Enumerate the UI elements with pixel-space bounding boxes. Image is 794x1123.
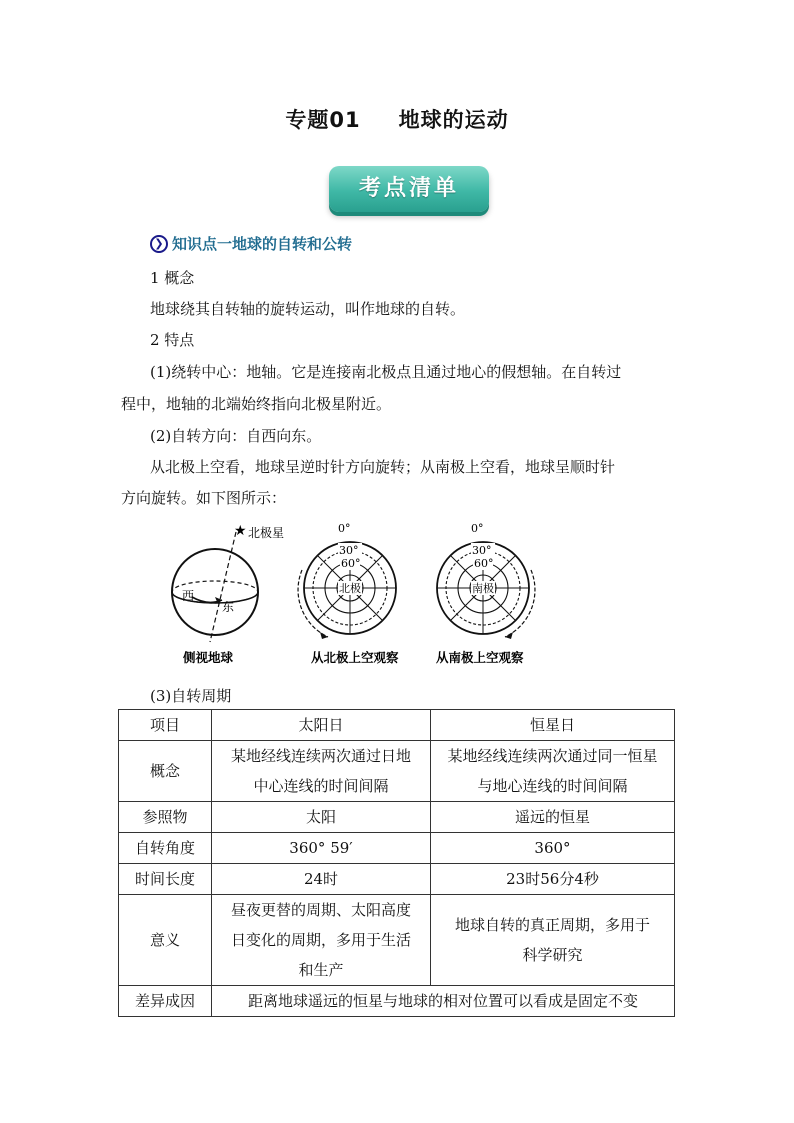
label-30-deg-north: 30° [339, 544, 359, 557]
label-60-deg-north: 60° [341, 557, 361, 570]
cell-solar-meaning [212, 895, 431, 986]
title-number: 专题01 [285, 108, 361, 132]
cell-sidereal-reference: 遥远的恒星 [431, 802, 675, 833]
knowledge-point-label: 知识点一地球的自转和公转 [172, 235, 353, 253]
section-banner: 考点清单 [329, 166, 489, 212]
cell-line: 地球自转的真正周期，多用于 [454, 916, 650, 934]
knowledge-point-heading [150, 233, 352, 254]
row-label-reference: 参照物 [119, 802, 212, 833]
row-label-concept: 概念 [119, 741, 212, 802]
caption-south-view: 从南极上空观察 [436, 650, 524, 665]
earth-rotation-diagram [170, 520, 570, 670]
cell-line: 科学研究 [522, 946, 583, 964]
label-30-deg-south: 30° [472, 544, 492, 557]
table-row [119, 864, 675, 895]
south-pole-view [436, 521, 535, 665]
cell-sidereal-angle: 360° [431, 833, 675, 864]
table-row [119, 833, 675, 864]
north-pole-view [298, 521, 399, 665]
cell-solar-length: 24时 [212, 864, 431, 895]
cell-line: 某地经线连续两次通过日地 [230, 747, 411, 765]
paragraph-period-heading: (3)自转周期 [150, 687, 232, 705]
cell-solar-concept [212, 741, 431, 802]
cell-cause-merged: 距离地球遥远的恒星与地球的相对位置可以看成是固定不变 [212, 986, 675, 1017]
page-title [0, 104, 794, 134]
label-east: 东 [222, 600, 235, 614]
label-polaris: 北极星 [248, 526, 285, 540]
table-row [119, 802, 675, 833]
label-north-pole: 北极 [339, 582, 361, 595]
header-sidereal-day: 恒星日 [431, 710, 675, 741]
cell-sidereal-length: 23时56分4秒 [431, 864, 675, 895]
cell-line: 昼夜更替的周期、太阳高度 [230, 901, 411, 919]
header-solar-day: 太阳日 [212, 710, 431, 741]
caption-side-view: 侧视地球 [183, 650, 234, 665]
row-label-angle: 自转角度 [119, 833, 212, 864]
cell-line: 某地经线连续两次通过同一恒星 [447, 747, 658, 765]
cell-line: 与地心连线的时间间隔 [477, 777, 628, 795]
caption-north-view: 从北极上空观察 [311, 650, 399, 665]
paragraph-axis-line1: (1)绕转中心：地轴。它是连接南北极点且通过地心的假想轴。在自转过 [150, 363, 622, 381]
row-label-length: 时间长度 [119, 864, 212, 895]
cell-line: 日变化的周期，多用于生活 [230, 931, 411, 949]
label-west: 西 [182, 589, 195, 603]
cell-sidereal-meaning [431, 895, 675, 986]
cell-solar-angle: 360° 59′ [212, 833, 431, 864]
paragraph-direction: (2)自转方向：自西向东。 [150, 427, 322, 445]
star-icon: ★ [234, 523, 247, 539]
label-60-deg-south: 60° [474, 557, 494, 570]
paragraph-observation-line1: 从北极上空看，地球呈逆时针方向旋转；从南极上空看，地球呈顺时针 [150, 458, 616, 476]
table-row [119, 986, 675, 1017]
title-text: 地球的运动 [398, 108, 509, 132]
paragraph-concept-text: 地球绕其自转轴的旋转运动，叫作地球的自转。 [150, 300, 466, 318]
row-label-meaning: 意义 [119, 895, 212, 986]
table-row [119, 895, 675, 986]
rotation-period-table [118, 709, 675, 1017]
paragraph-features-heading: 2 特点 [150, 331, 195, 349]
label-0-deg-south: 0° [471, 522, 484, 535]
label-south-pole: 南极 [472, 582, 494, 595]
row-label-cause: 差异成因 [119, 986, 212, 1017]
cell-solar-reference: 太阳 [212, 802, 431, 833]
paragraph-axis-line2: 程中，地轴的北端始终指向北极星附近。 [121, 395, 392, 413]
cell-line: 和生产 [298, 961, 344, 979]
cell-sidereal-concept [431, 741, 675, 802]
table-row [119, 741, 675, 802]
side-view-globe [172, 523, 284, 665]
paragraph-observation-line2: 方向旋转。如下图所示： [121, 489, 287, 507]
arrow-circle-icon: ❯ [150, 235, 168, 253]
table-header-row [119, 710, 675, 741]
label-0-deg-north: 0° [338, 522, 351, 535]
header-item: 项目 [119, 710, 212, 741]
cell-line: 中心连线的时间间隔 [253, 777, 389, 795]
paragraph-concept-heading: 1 概念 [150, 269, 195, 287]
